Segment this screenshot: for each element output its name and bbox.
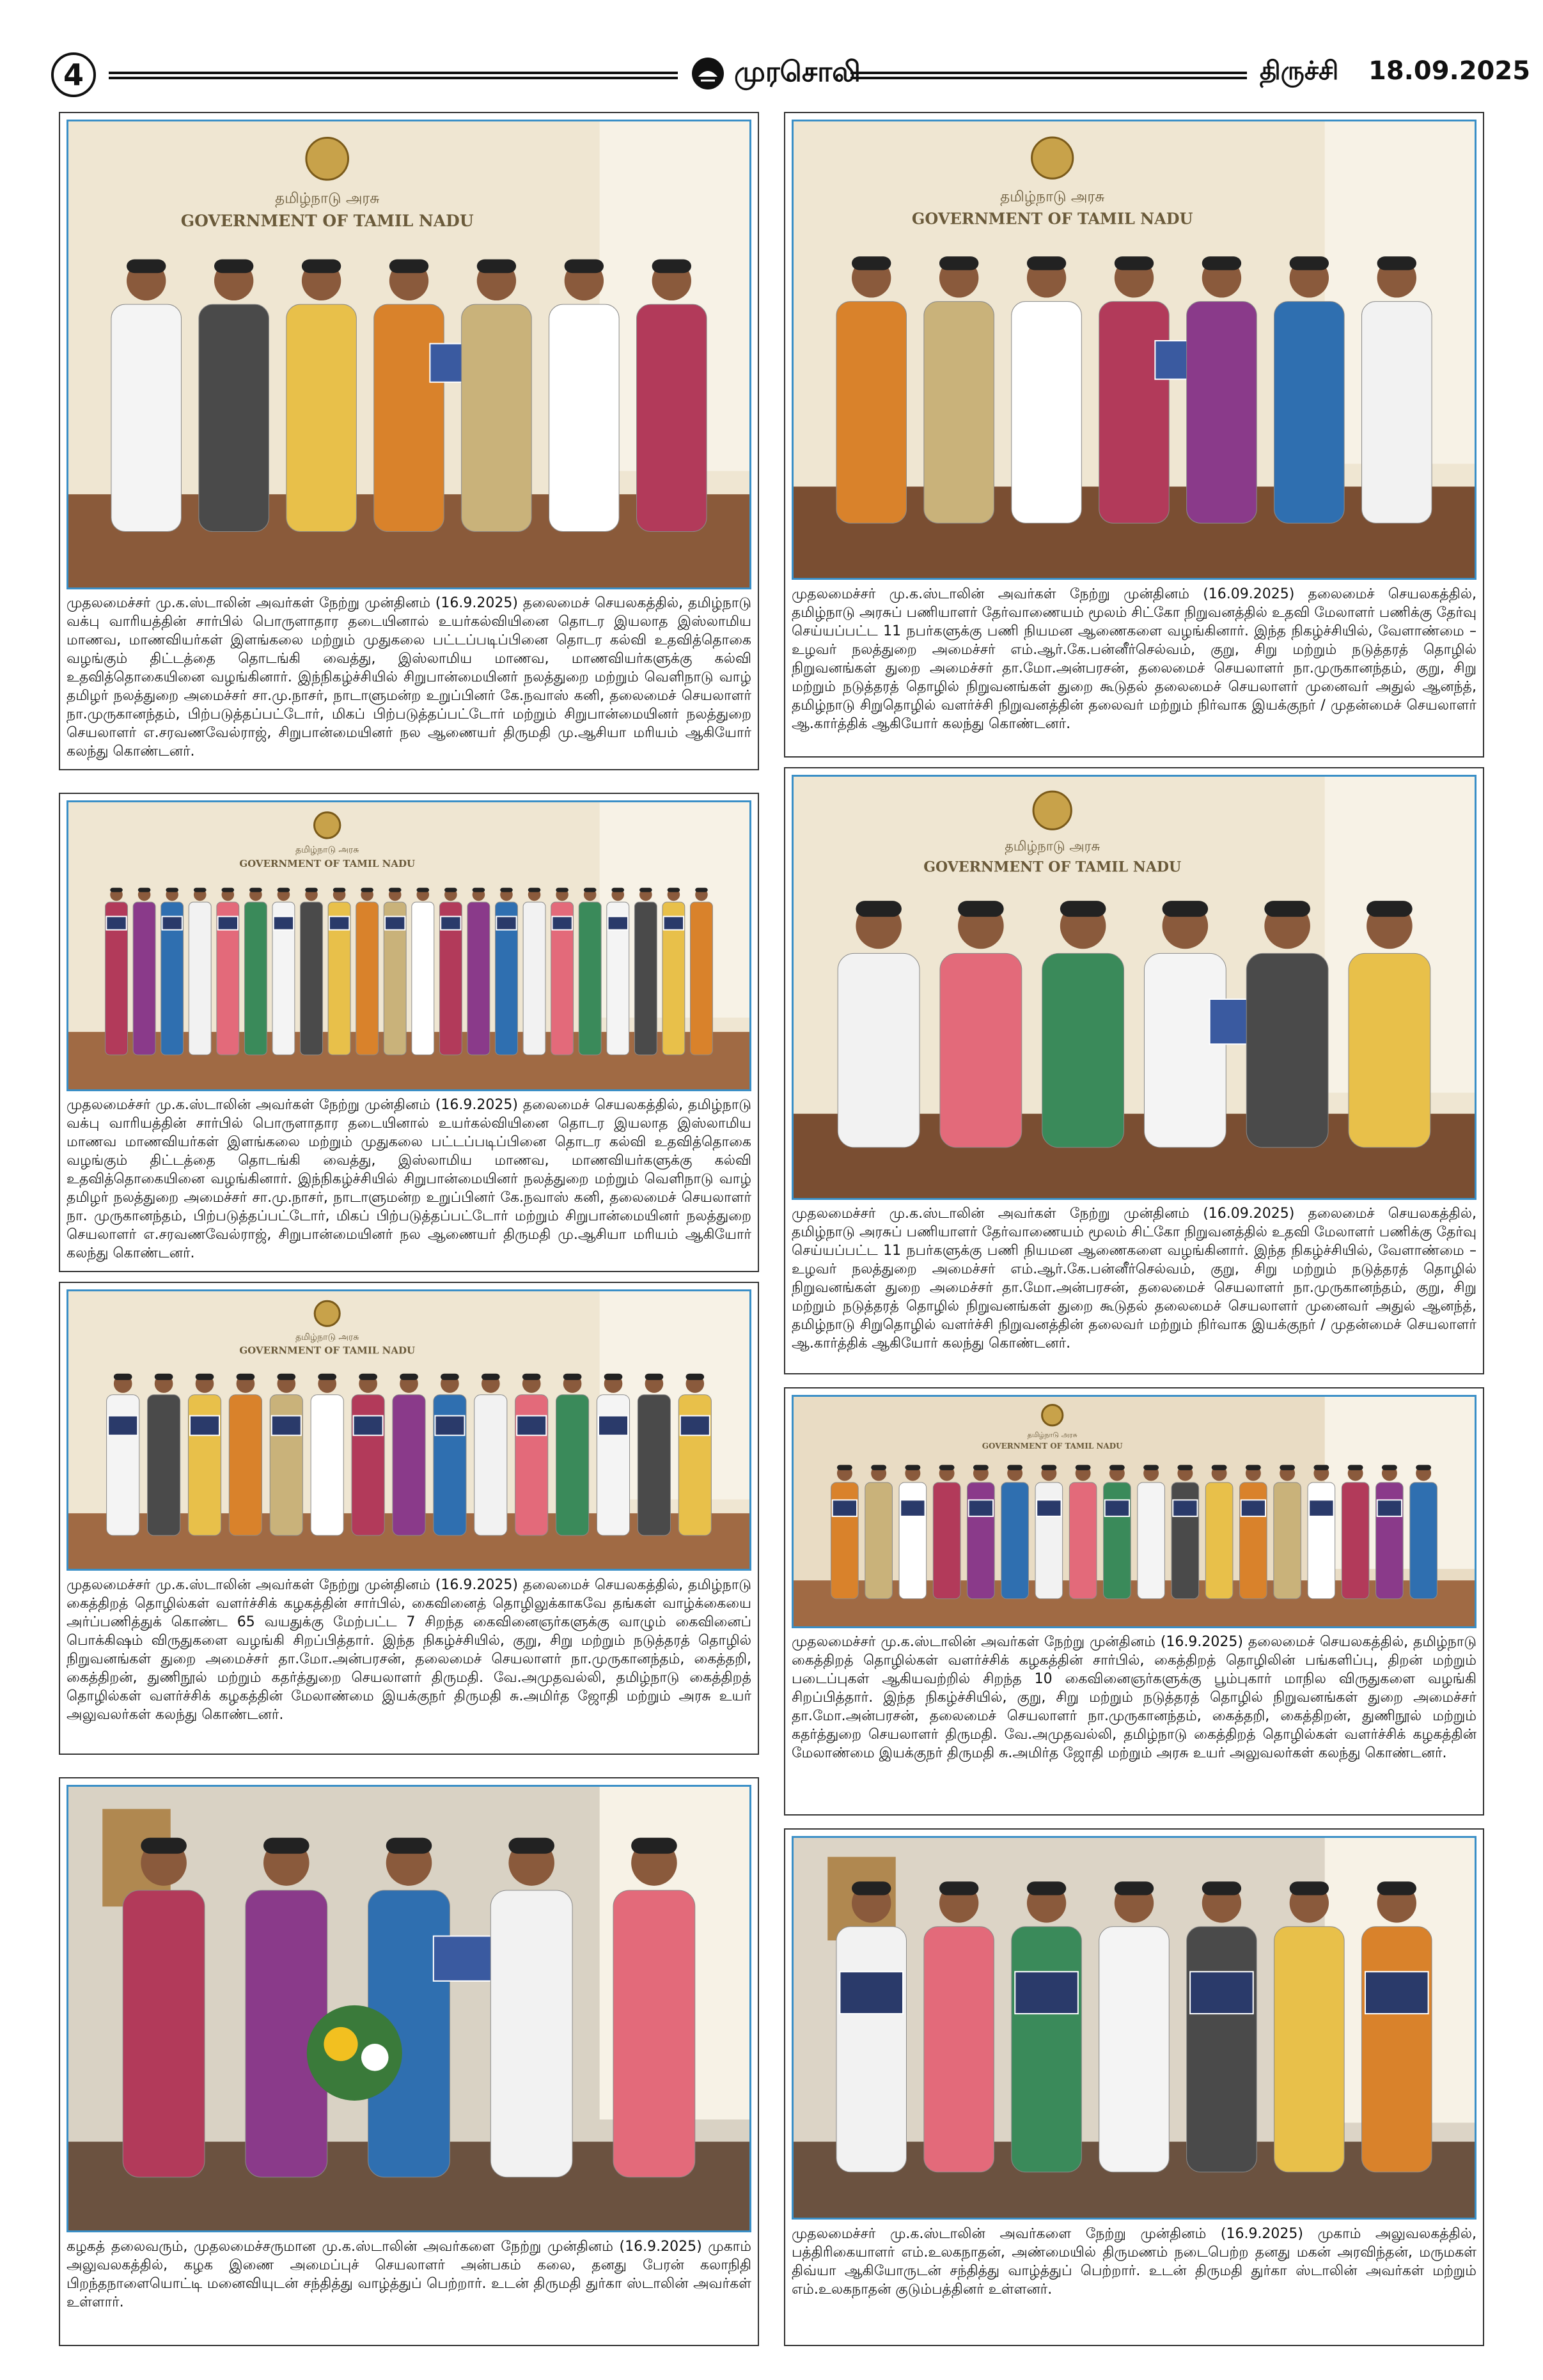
emblem-icon: [314, 813, 340, 838]
article-photo-7: [67, 1785, 751, 2232]
person-figure: [865, 1465, 893, 1599]
certificate-folder: [1377, 1500, 1402, 1516]
person-figure: [1035, 1465, 1063, 1599]
person-figure: [244, 888, 267, 1055]
person-figure: [1410, 1465, 1437, 1599]
sign-english: GOVERNMENT OF TAMIL NADU: [911, 209, 1193, 228]
emblem-icon: [315, 1301, 340, 1326]
article-photo-1: [67, 120, 751, 589]
certificate-folder: [272, 1416, 301, 1436]
person-figure: [551, 888, 574, 1055]
rising-sun-logo-icon: [691, 56, 725, 91]
sign-english: GOVERNMENT OF TAMIL NADU: [923, 859, 1182, 876]
person-figure: [1274, 1465, 1301, 1599]
photo-scene: [68, 1291, 749, 1569]
person-figure: [678, 1374, 711, 1536]
certificate-folder: [106, 917, 126, 930]
person-figure: [556, 1374, 589, 1536]
person-figure: [1376, 1465, 1404, 1599]
certificate-folder: [190, 1416, 219, 1436]
certificate-folder: [1241, 1500, 1265, 1516]
person-figure: [467, 888, 490, 1055]
certificate-folder: [680, 1416, 710, 1436]
person-figure: [638, 1374, 670, 1536]
photo-scene: [794, 1397, 1475, 1626]
article-box-5: [59, 1282, 759, 1755]
person-figure: [356, 888, 379, 1055]
person-figure: [148, 1374, 180, 1536]
sign-tamil: தமிழ்நாடு அரசு: [1027, 1430, 1077, 1439]
sign-english: GOVERNMENT OF TAMIL NADU: [982, 1441, 1123, 1451]
person-figure: [1240, 1465, 1267, 1599]
sign-tamil: தமிழ்நாடு அரசு: [295, 844, 359, 855]
person-figure: [1342, 1465, 1369, 1599]
article-box-1: [59, 112, 759, 770]
person-figure: [1069, 1465, 1097, 1599]
person-figure: [434, 1374, 466, 1536]
article-box-6: [784, 1387, 1484, 1816]
person-figure: [1104, 1465, 1131, 1599]
article-photo-2: [792, 120, 1476, 580]
person-figure: [967, 1465, 995, 1599]
issue-date: 18.09.2025: [1368, 56, 1531, 86]
certificate-folder: [441, 917, 460, 930]
article-caption-1: முதலமைச்சர் மு.க.ஸ்டாலின் அவர்கள் நேற்று முன்தினம் (16.9.2025) தலைமைச் செயலகத்தில், தமிழ்நாடு வக்பு வாரியத்தின் சார்பில் பொருளாதார தடையினால் உயர்கல்வியினை தொடர இயலாத இஸ்லாமிய மாணவ, மாணவியர்கள் இளங்கலை மற்றும் முதுகலை பட்டப்படிப்பினை தொடர கல்வி உதவித்தொகை வழங்கும் திட்டத்தை தொடங்கி வைத்து, இஸ்லாமிய மாணவ, மாணவியர்களுக்கு கல்வி உதவித்தொகையினை வழங்கினார். இந்நிகழ்ச்சியில் சிறுபான்மையினர் நலத்துறை மற்றும் வெளிநாடு வாழ் தமிழர் நலத்துறை அமைச்சர் சா.மு.நாசர், நாடாளுமன்ற உறுப்பினர் கே.நவாஸ் கனி, தலைமைச் செயலாளர் நா.முருகானந்தம், பிற்படுத்தப்பட்டோர், மிகப் பிற்படுத்தப்பட்டோர் மற்றும் சிறுபான்மையினர் நலத்துறை செயலாளர் எ.சரவணவேல்ராஜ், சிறுபான்மையினர் நல ஆணையர் திருமதி மு.ஆசியா மரியம் ஆகியோர் கலந்து கொண்டனர்.: [67, 595, 751, 759]
article-caption-6: முதலமைச்சர் மு.க.ஸ்டாலின் அவர்கள் நேற்று முன்தினம் (16.9.2025) தலைமைச் செயலகத்தில், தமிழ்நாடு கைத்திறத் தொழில்கள் வளர்ச்சிக் கழகத்தின் சார்பில், கைத்திறத் தொழிலின் பங்களிப்பு, திறன் மற்றும் படைப்புகள் ஆகியவற்றில் சிறந்த 10 கைவினைஞர்களுக்கு பூம்புகார் மாநில விருதுகளை வழங்கி சிறப்பித்தார். இந்த நிகழ்ச்சியில், குறு, சிறு மற்றும் நடுத்தரத் தொழில் நிறுவனங்கள் துறை அமைச்சர் தா.மோ.அன்பரசன், தலைமைச் செயலாளர் நா.முருகானந்தம், கைத்தறி, கைத்திறன், துணிநூல் மற்றும் கதர்த்துறை செயலாளர் திருமதி. வே.அமுதவல்லி, தமிழ்நாடு கைத்திறத் தொழில்கள் வளர்ச்சிக் கழகத்தின் மேலாண்மை இயக்குநர் திருமதி சு.அமிர்த ஜோதி மற்றும் அரசு உயர் அலுவலர்கள் கலந்து கொண்டனர்.: [792, 1634, 1476, 1761]
person-figure: [161, 888, 184, 1055]
emblem-icon: [1033, 791, 1071, 829]
person-figure: [1001, 1465, 1029, 1599]
certificate-folder: [969, 1500, 993, 1516]
article-photo-8: [792, 1836, 1476, 2220]
page-number: 4: [51, 52, 96, 97]
certificate-folder: [434, 1936, 499, 1981]
person-figure: [328, 888, 350, 1055]
certificate-folder: [608, 917, 628, 930]
certificate-folder: [599, 1416, 628, 1436]
certificate-folder: [1309, 1500, 1333, 1516]
person-figure: [597, 1374, 629, 1536]
person-figure: [496, 888, 518, 1055]
article-caption-3: முதலமைச்சர் மு.க.ஸ்டாலின் அவர்கள் நேற்று முன்தினம் (16.9.2025) தலைமைச் செயலகத்தில், தமிழ்நாடு வக்பு வாரியத்தின் சார்பில் பொருளாதார தடையினால் உயர்கல்வியினை தொடர இயலாத இஸ்லாமிய மாணவ மாணவியர்கள் இளங்கலை மற்றும் முதுகலை பட்டப்படிப்பினை தொடர கல்வி உதவித்தொகை வழங்கும் திட்டத்தை தொடங்கி வைத்து, இஸ்லாமிய மாணவ, மாணவியர்களுக்கு கல்வி உதவித்தொகையினை வழங்கினார். இந்நிகழ்ச்சியில் சிறுபான்மையினர் நலத்துறை மற்றும் வெளிநாடு வாழ் தமிழர் நலத்துறை அமைச்சர் சா.மு.நாசர், நாடாளுமன்ற உறுப்பினர் கே.நவாஸ் கனி, தலைமைச் செயலாளர் நா. முருகானந்தம், பிற்படுத்தப்பட்டோர், மிகப் பிற்படுத்தப்பட்டோர் மற்றும் சிறுபான்மையினர் நலத்துறை செயலாளர் எ.சரவணவேல்ராஜ், சிறுபான்மையினர் நல ஆணையர் திருமதி மு.ஆசியா மரியம் ஆகியோர் கலந்து கொண்டனர்.: [67, 1097, 751, 1261]
person-figure: [933, 1465, 960, 1599]
article-box-4: [784, 767, 1484, 1374]
person-figure: [393, 1374, 425, 1536]
sign-english: GOVERNMENT OF TAMIL NADU: [239, 1344, 416, 1357]
article-box-3: [59, 793, 759, 1272]
certificate-folder: [496, 917, 516, 930]
article-box-7: [59, 1777, 759, 2346]
person-figure: [1308, 1465, 1335, 1599]
article-photo-4: [792, 775, 1476, 1200]
masthead: [51, 50, 1531, 101]
person-figure: [311, 1374, 343, 1536]
certificate-folder: [108, 1416, 137, 1436]
person-figure: [1138, 1465, 1165, 1599]
article-caption-5: முதலமைச்சர் மு.க.ஸ்டாலின் அவர்கள் நேற்று முன்தினம் (16.9.2025) தலைமைச் செயலகத்தில், தமிழ்நாடு கைத்திறத் தொழில்கள் வளர்ச்சிக் கழகத்தின் சார்பில், கைவினைத் தொழிலுக்காகவே தங்கள் வாழ்க்கையை அர்ப்பணித்துக் கொண்ட 65 வயதுக்கு மேற்பட்ட 7 சிறந்த கைவினைஞர்களுக்கு வாழும் கைவினைப் பொக்கிஷம் விருதுகளை வழங்கி சிறப்பித்தார். இந்த நிகழ்ச்சியில், குறு, சிறு மற்றும் நடுத்தரத் தொழில் நிறுவனங்கள் துறை அமைச்சர் தா.மோ.அன்பரசன், தலைமைச் செயலாளர் நா.முருகானந்தம், கைத்தறி, கைத்திறன், துணிநூல் மற்றும் கதர்த்துறை செயலாளர் திருமதி. வே.அமுதவல்லி, தமிழ்நாடு கைத்திறத் தொழில்கள் வளர்ச்சிக் கழகத்தின் மேலாண்மை இயக்குநர் திருமதி சு.அமிர்த ஜோதி மற்றும் அரசு உயர் அலுவலர்கள் கலந்து கொண்டனர்.: [67, 1577, 751, 1723]
flower-bouquet-icon: [307, 2005, 402, 2101]
certificate-folder: [274, 917, 294, 930]
article-photo-3: [67, 800, 751, 1091]
certificate-folder: [1365, 1972, 1429, 2014]
certificate-folder: [1105, 1500, 1129, 1516]
person-figure: [474, 1374, 507, 1536]
person-figure: [523, 888, 545, 1055]
article-caption-8: முதலமைச்சர் மு.க.ஸ்டாலின் அவர்களை நேற்று முன்தினம் (16.9.2025) முகாம் அலுவலகத்தில், பத்திரிகையாளர் எம்.உலகநாதன், அண்மையில் திருமணம் நடைபெற்ற தனது மகன் அரவிந்தன், மருமகள் திவ்யா ஆகியோருடன் சந்தித்து வாழ்த்துப் பெற்றார். உடன் திருமதி துர்கா ஸ்டாலின் அவர்கள் மற்றும் எம்.உலகநாதன் குடும்பத்தினர் உள்ளனர்.: [792, 2226, 1476, 2298]
article-box-2: [784, 112, 1484, 758]
masthead-rule-left: [109, 72, 678, 79]
person-figure: [107, 1374, 139, 1536]
paper-name: முரசொலி: [734, 55, 861, 88]
person-figure: [662, 888, 685, 1055]
person-figure: [515, 1374, 548, 1536]
certificate-folder: [840, 1972, 903, 2014]
article-caption-7: கழகத் தலைவரும், முதலமைச்சருமான மு.க.ஸ்டாலின் அவர்களை நேற்று முன்தினம் (16.9.2025) முகாம் அலுவலகத்தில், கழக இணை அமைப்புச் செயலாளர் அன்பகம் கலை, தனது பேரன் கலாநிதி பிறந்தநாளையொட்டி மனைவியுடன் சந்தித்து வாழ்த்துப் பெற்றார். உடன் திருமதி துர்கா ஸ்டாலின் அவர்கள் உள்ளார்.: [67, 2239, 751, 2310]
photo-scene: [794, 121, 1475, 578]
photo-scene: [794, 1838, 1475, 2218]
photo-scene: [68, 1787, 749, 2230]
photo-scene: [68, 802, 749, 1089]
person-figure: [106, 888, 128, 1055]
person-figure: [188, 1374, 221, 1536]
person-figure: [1205, 1465, 1233, 1599]
certificate-folder: [385, 917, 405, 930]
article-box-8: [784, 1828, 1484, 2346]
certificate-folder: [162, 917, 182, 930]
person-figure: [634, 888, 657, 1055]
certificate-folder: [552, 917, 572, 930]
person-figure: [1171, 1465, 1199, 1599]
certificate-folder: [1037, 1500, 1061, 1516]
person-figure: [384, 888, 406, 1055]
certificate-folder: [664, 917, 684, 930]
certificate-folder: [218, 917, 238, 930]
person-figure: [133, 888, 155, 1055]
article-caption-2: முதலமைச்சர் மு.க.ஸ்டாலின் அவர்கள் நேற்று முன்தினம் (16.09.2025) தலைமைச் செயலகத்தில், தமிழ்நாடு அரசுப் பணியாளர் தேர்வாணையம் மூலம் சிட்கோ நிறுவனத்தில் உதவி மேலாளர் பணிக்கு தேர்வு செய்யப்பட்ட 11 நபர்களுக்கு பணி நியமன ஆணைகளை வழங்கினார். இந்த நிகழ்ச்சியில், வேளாண்மை – உழவர் நலத்துறை அமைச்சர் எம்.ஆர்.கே.பன்னீர்செல்வம், குறு, சிறு மற்றும் நடுத்தரத் தொழில் நிறுவனங்கள் துறை அமைச்சர் தா.மோ.அன்பரசன், தலைமைச் செயலாளர் நா.முருகானந்தம், குறு, சிறு மற்றும் நடுத்தரத் தொழில் நிறுவனங்கள் துறை கூடுதல் தலைமைச் செயலாளர் முனைவர் அதுல் ஆனந்த், தமிழ்நாடு சிறுதொழில் வளர்ச்சி நிறுவனத்தின் தலைவர் மற்றும் நிர்வாக இயக்குநர் / முதன்மைச் செயலாளர் ஆ.கார்த்திக் ஆகியோர் கலந்து கொண்டனர்.: [792, 586, 1476, 732]
person-figure: [579, 888, 601, 1055]
photo-scene: [68, 121, 749, 587]
person-figure: [899, 1465, 927, 1599]
person-figure: [607, 888, 629, 1055]
person-figure: [189, 888, 211, 1055]
certificate-folder: [1173, 1500, 1197, 1516]
person-figure: [412, 888, 434, 1055]
photo-scene: [794, 777, 1475, 1198]
sign-tamil: தமிழ்நாடு அரசு: [295, 1332, 359, 1342]
certificate-folder: [329, 917, 349, 930]
person-figure: [270, 1374, 302, 1536]
edition-name: திருச்சி: [1260, 56, 1339, 86]
article-caption-4: முதலமைச்சர் மு.க.ஸ்டாலின் அவர்கள் நேற்று முன்தினம் (16.09.2025) தலைமைச் செயலகத்தில், தமிழ்நாடு அரசுப் பணியாளர் தேர்வாணையம் மூலம் சிட்கோ நிறுவனத்தில் உதவி மேலாளர் பணிக்கு தேர்வு செய்யப்பட்ட 11 நபர்களுக்கு பணி நியமன ஆணைகளை வழங்கினார். இந்த நிகழ்ச்சியில், வேளாண்மை – உழவர் நலத்துறை அமைச்சர் எம்.ஆர்.கே.பன்னீர்செல்வம், குறு, சிறு மற்றும் நடுத்தரத் தொழில் நிறுவனங்கள் துறை அமைச்சர் தா.மோ.அன்பரசன், தலைமைச் செயலாளர் நா.முருகானந்தம், குறு, சிறு மற்றும் நடுத்தரத் தொழில் நிறுவனங்கள் துறை கூடுதல் தலைமைச் செயலாளர் முனைவர் அதுல் ஆனந்த், தமிழ்நாடு சிறுதொழில் வளர்ச்சி நிறுவனத்தின் தலைவர் மற்றும் நிர்வாக இயக்குநர் / முதன்மைச் செயலாளர் ஆ.கார்த்திக் ஆகியோர் கலந்து கொண்டனர்.: [792, 1206, 1476, 1351]
emblem-icon: [306, 138, 349, 180]
person-figure: [352, 1374, 384, 1536]
person-figure: [691, 888, 713, 1055]
person-figure: [272, 888, 295, 1055]
person-figure: [831, 1465, 859, 1599]
certificate-folder: [354, 1416, 383, 1436]
sign-tamil: தமிழ்நாடு அரசு: [1000, 188, 1105, 205]
sign-english: GOVERNMENT OF TAMIL NADU: [180, 212, 474, 231]
certificate-folder: [435, 1416, 464, 1436]
person-figure: [229, 1374, 262, 1536]
certificate-folder: [900, 1500, 925, 1516]
certificate-folder: [833, 1500, 857, 1516]
certificate-folder: [517, 1416, 546, 1436]
certificate-folder: [1015, 1972, 1078, 2014]
photo-floor: [794, 1580, 1475, 1626]
person-figure: [439, 888, 462, 1055]
article-photo-6: [792, 1395, 1476, 1628]
emblem-icon: [1042, 1405, 1063, 1426]
certificate-folder: [1190, 1972, 1253, 2014]
emblem-icon: [1032, 137, 1073, 178]
sign-tamil: தமிழ்நாடு அரசு: [275, 190, 380, 207]
person-figure: [217, 888, 239, 1055]
masthead-rule-right: [850, 72, 1247, 79]
sign-tamil: தமிழ்நாடு அரசு: [1005, 838, 1100, 854]
sign-english: GOVERNMENT OF TAMIL NADU: [239, 858, 416, 870]
person-figure: [301, 888, 323, 1055]
article-photo-5: [67, 1289, 751, 1571]
paper-logo: [691, 51, 861, 96]
